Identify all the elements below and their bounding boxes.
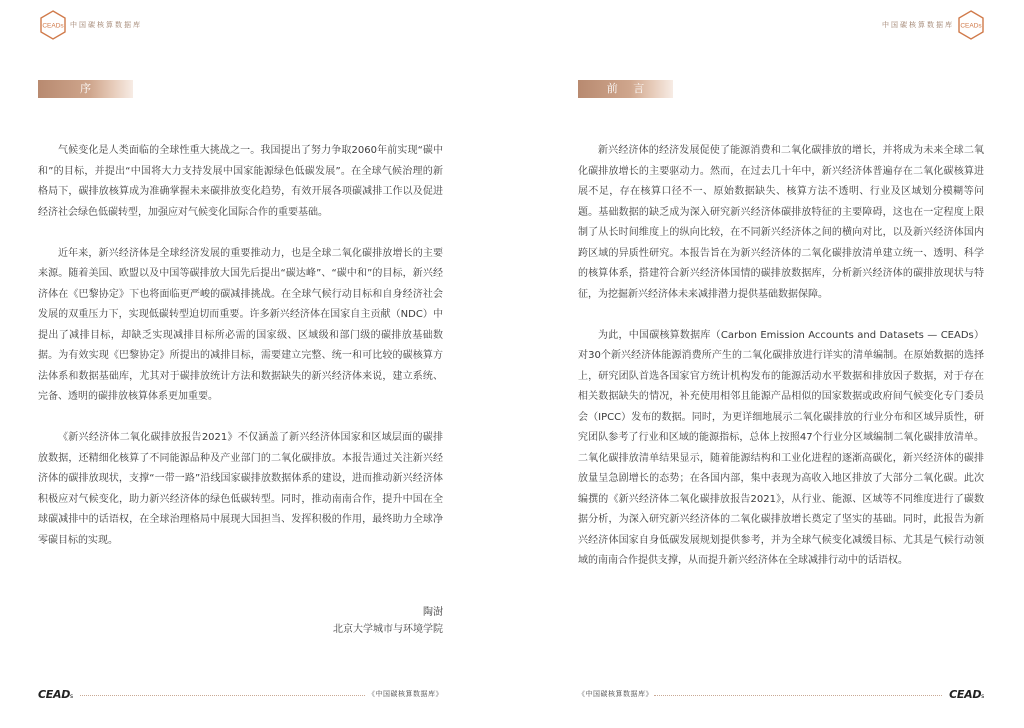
header-title: 中国碳核算数据库 xyxy=(882,21,954,29)
logo-text: CEADs xyxy=(42,22,64,30)
ceads-logo-icon xyxy=(956,10,986,40)
footer xyxy=(578,688,984,702)
footer-publication: 《中国碳核算数据库》 xyxy=(578,690,653,698)
footer xyxy=(38,688,443,702)
signature-affiliation: 北京大学城市与环境学院 xyxy=(333,624,443,635)
section-title-bar xyxy=(578,80,673,98)
paragraph: 《新兴经济体二氧化碳排放报告2021》不仅涵盖了新兴经济体国家和区域层面的碳排放数据，还精细化核算了不同能源品种及产业部门的二氧化碳排放。本报告通过关注新兴经济体的碳排放现状，支撑“一带一路”沿线国家碳排放数据体系的建设，进而推动新兴经济体积极应对气候变化，助力新兴经济体的绿色低碳转型。同时，推动南南合作，提升中国在全球碳减排中的话语权，在全球治理格局中展现大国担当、发挥积极的作用，最终助力全球净零碳目标的实现。 xyxy=(38,432,443,546)
section-title: 前 言 xyxy=(606,82,651,95)
logo-text: CEADs xyxy=(960,22,982,30)
footer-publication: 《中国碳核算数据库》 xyxy=(368,690,443,698)
footer-logo-text: CEAD xyxy=(38,688,71,701)
footer-divider xyxy=(654,695,942,696)
paragraph: 气候变化是人类面临的全球性重大挑战之一。我国提出了努力争取2060年前实现“碳中和”的目标，并提出“中国将大力支持发展中国家能源绿色低碳发展”。在全球气候治理的新格局下，碳排放核算成为准确掌握未来碳排放变化趋势，有效开展各项碳减排工作以及促进经济社会绿色低碳转型，加强应对气候变化国际合作的重要基础。 xyxy=(38,145,443,218)
footer-logo-suffix: s xyxy=(70,693,73,700)
section-title-bar xyxy=(38,80,133,98)
right-page xyxy=(512,0,1024,728)
paragraph: 为此，中国碳核算数据库（Carbon Emission Accounts and Datasets — CEADs）对30个新兴经济体能源消费所产生的二氧化碳排放进行详实的清单编制。在原始数据的选择上，研究团队首选各国家官方统计机构发布的能源活动水平数据和排放因子数据，对于存在相关数据缺失的情况，补充使用相邻且能源产品相似的国家数据或政府间气候变化专门委员会（IPCC）发布的数据。同时，为更详细地展示二氧化碳排放的行业分布和区域异质性，研究团队参考了行业和区域的能源指标，总体上按照47个行业分区域编制二氧化碳排放清单。二氧化碳排放清单结果显示，随着能源结构和工业化进程的逐渐高碳化，新兴经济体的碳排放量呈急剧增长的态势；在各国内部，集中表现为高收入地区排放了大部分二氧化碳。此次编撰的《新兴经济体二氧化碳排放报告2021》，从行业、能源、区域等不同维度进行了碳数据分析，为深入研究新兴经济体的二氧化碳排放增长奠定了坚实的基础。同时，此报告为新兴经济体国家自身低碳发展规划提供参考，并为全球气候变化减缓目标、尤其是气候行动领域的南南合作提供支撑，从而提升新兴经济体在全球减排行动中的话语权。 xyxy=(578,329,984,566)
footer-divider xyxy=(80,695,365,696)
footer-logo xyxy=(949,688,984,701)
header-title: 中国碳核算数据库 xyxy=(70,21,142,29)
foreword-body xyxy=(578,141,984,592)
ceads-logo-icon xyxy=(38,10,68,40)
paragraph: 新兴经济体的经济发展促使了能源消费和二氧化碳排放的增长，并将成为未来全球二氧化碳排放增长的主要驱动力。然而，在过去几十年中，新兴经济体普遍存在二氧化碳核算进展不足，存在核算口径不一、原始数据缺失、核算方法不透明、行业及区域划分模糊等问题。基础数据的缺乏成为深入研究新兴经济体碳排放特征的主要障碍，这也在一定程度上限制了从长时间维度上的纵向比较，在不同新兴经济体之间的横向对比，以及新兴经济体国内跨区域的异质性研究。本报告旨在为新兴经济体的二氧化碳排放清单建立统一、透明、科学的核算体系，搭建符合新兴经济体国情的碳排放数据库，分析新兴经济体的碳排放现状与特征，为挖掘新兴经济体未来减排潜力提供基础数据保障。 xyxy=(578,145,984,300)
footer-logo-suffix: s xyxy=(981,693,984,700)
section-title: 序 xyxy=(80,82,97,95)
footer-logo xyxy=(38,688,73,701)
footer-logo-text: CEAD xyxy=(949,688,982,701)
preface-body xyxy=(38,141,443,572)
signature-name: 陶澍 xyxy=(423,607,443,618)
paragraph: 近年来，新兴经济体是全球经济发展的重要推动力，也是全球二氧化碳排放增长的主要来源。随着美国、欧盟以及中国等碳排放大国先后提出“碳达峰”、“碳中和”的目标，新兴经济体在《巴黎协定》下也将面临更严峻的碳减排挑战。在全球气候行动目标和自身经济社会发展的双重压力下，实现低碳转型迫切而重要。许多新兴经济体在国家自主贡献（NDC）中提出了减排目标，却缺乏实现减排目标所必需的国家级、区域级和部门级的碳排放基础数据。为有效实现《巴黎协定》所提出的减排目标，需要建立完整、统一和可比较的碳核算方法体系和数据基础库，尤其对于碳排放统计方法和数据缺失的新兴经济体来说，建立系统、完备、透明的碳排放核算体系更加重要。 xyxy=(38,247,443,402)
